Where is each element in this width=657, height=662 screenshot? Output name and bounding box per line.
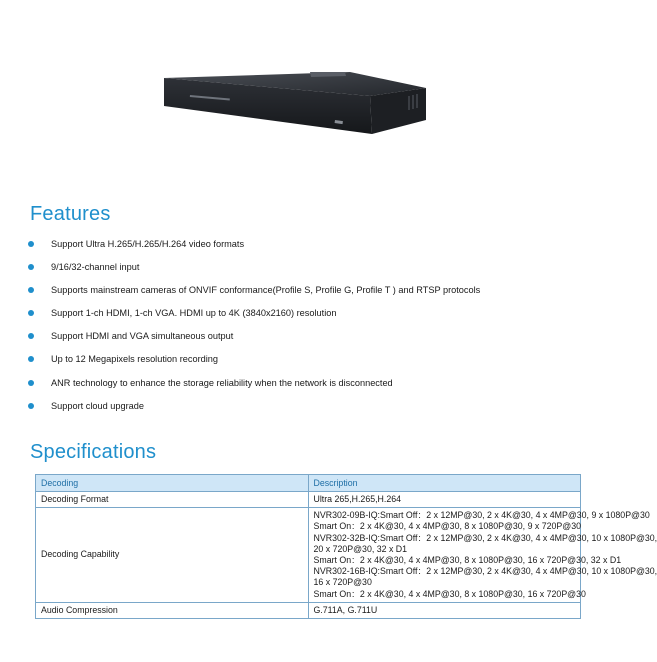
- row-label-decoding-capability: Decoding Capability: [36, 508, 309, 603]
- row-value-decoding-capability: [308, 508, 657, 603]
- table-row: [36, 602, 581, 618]
- bullet-icon: [28, 310, 34, 316]
- capability-line: 20 x 720P@30, 32 x D1: [313, 543, 408, 554]
- bullet-icon: [28, 356, 34, 362]
- bullet-icon: [28, 403, 34, 409]
- capability-line: 16 x 720P@30: [313, 577, 372, 588]
- feature-item: 9/16/32-channel input: [28, 260, 588, 283]
- bullet-icon: [28, 333, 34, 339]
- feature-item: Support HDMI and VGA simultaneous output: [28, 329, 588, 352]
- feature-item: Support cloud upgrade: [28, 399, 588, 422]
- features-heading: Features: [30, 203, 111, 225]
- capability-line: Smart On：2 x 4K@30, 4 x 4MP@30, 8 x 1080P@30, 16 x 720P@30, 32 x D1: [313, 555, 622, 566]
- bullet-icon: [28, 264, 34, 270]
- row-label-audio-compression: Audio Compression: [36, 602, 309, 618]
- capability-line: NVR302-16B-IQ:Smart Off：2 x 12MP@30, 2 x 4K@30, 4 x 4MP@30, 10 x 1080P@30,: [313, 566, 657, 577]
- row-label-decoding-format: Decoding Format: [36, 492, 309, 508]
- features-list: [28, 237, 588, 422]
- column-header-decoding: Decoding: [36, 475, 309, 492]
- row-value-decoding-format: Ultra 265,H.265,H.264: [308, 492, 581, 508]
- feature-item: Supports mainstream cameras of ONVIF conformance(Profile S, Profile G, Profile T ) and RTSP protocols: [28, 283, 588, 306]
- capability-line: Smart On：2 x 4K@30, 4 x 4MP@30, 8 x 1080P@30, 9 x 720P@30: [313, 521, 582, 532]
- table-header-row: [36, 475, 581, 492]
- table-row: [36, 508, 581, 603]
- capability-line: NVR302-32B-IQ:Smart Off：2 x 12MP@30, 2 x 4K@30, 4 x 4MP@30, 10 x 1080P@30,: [313, 532, 657, 543]
- bullet-icon: [28, 241, 34, 247]
- column-header-description: Description: [308, 475, 581, 492]
- feature-item: Support Ultra H.265/H.265/H.264 video formats: [28, 237, 588, 260]
- bullet-icon: [28, 287, 34, 293]
- feature-item: Support 1-ch HDMI, 1-ch VGA. HDMI up to 4K (3840x2160) resolution: [28, 306, 588, 329]
- specifications-table: [35, 474, 657, 619]
- capability-line: NVR302-09B-IQ:Smart Off：2 x 12MP@30, 2 x 4K@30, 4 x 4MP@30, 9 x 1080P@30: [313, 510, 650, 521]
- row-value-audio-compression: G.711A, G.711U: [308, 602, 581, 618]
- feature-item: Up to 12 Megapixels resolution recording: [28, 352, 588, 375]
- feature-item: ANR technology to enhance the storage reliability when the network is disconnected: [28, 376, 588, 399]
- bullet-icon: [28, 380, 34, 386]
- capability-line: Smart On：2 x 4K@30, 4 x 4MP@30, 8 x 1080P@30, 16 x 720P@30: [313, 588, 586, 599]
- specifications-heading: Specifications: [30, 441, 157, 463]
- table-row: [36, 492, 581, 508]
- nvr-product-image: [150, 62, 440, 142]
